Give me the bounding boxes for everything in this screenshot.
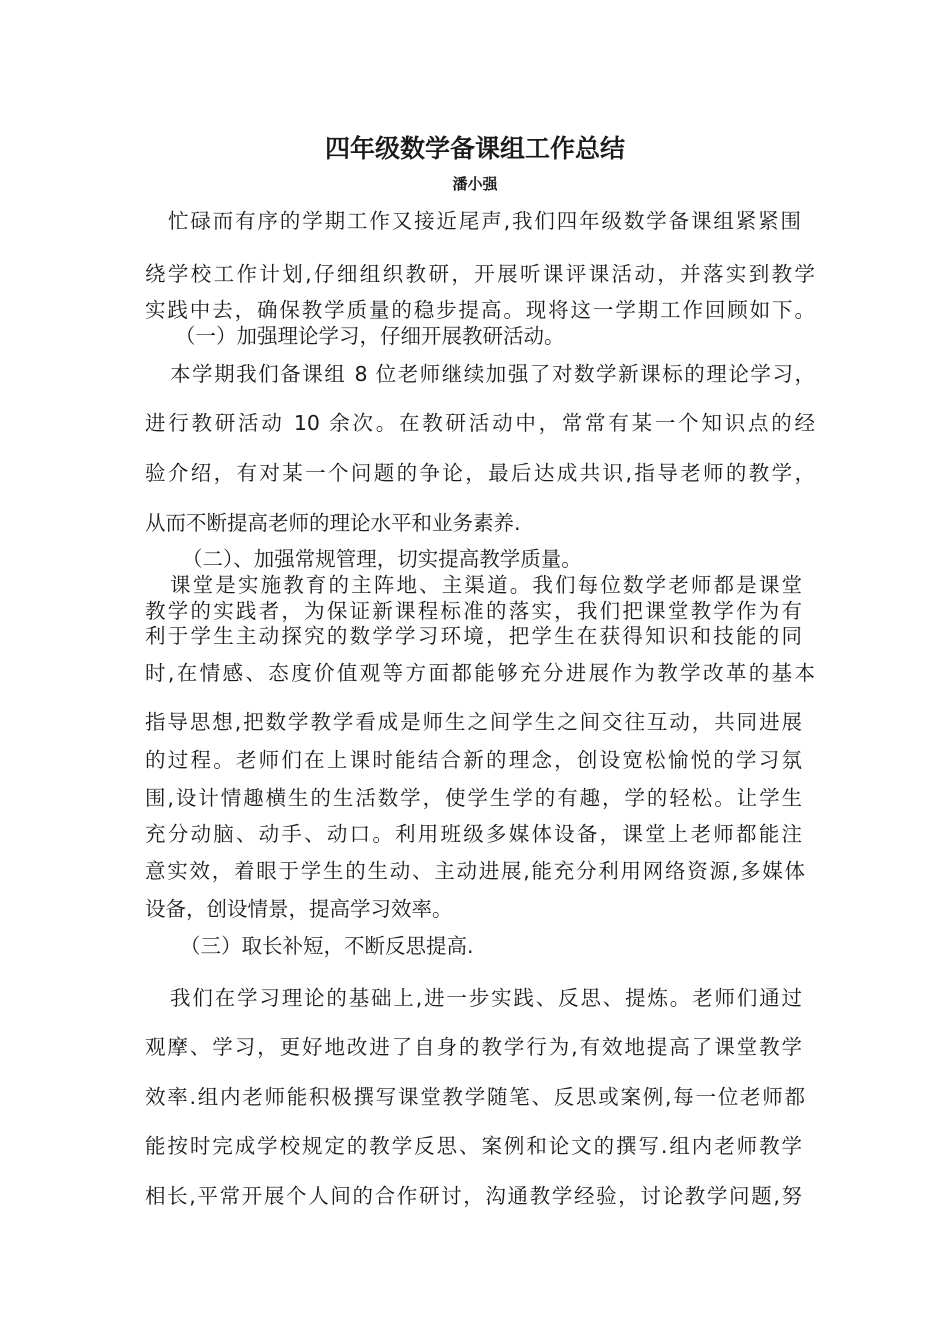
body-line: 从而不断提高老师的理论水平和业务素养. — [145, 511, 521, 535]
body-line: 时,在情感、态度价值观等方面都能够充分进展作为教学改革的基本 — [145, 661, 815, 685]
body-line: 设备，创设情景，提高学习效率。 — [145, 897, 453, 921]
body-line: 绕学校工作计划,仔细组织教研，开展听课评课活动，并落实到教学 — [145, 262, 815, 286]
section-heading-1: （一）加强理论学习，仔细开展教研活动。 — [175, 324, 565, 348]
body-line: 充分动脑、动手、动口。利用班级多媒体设备，课堂上老师都能注 — [145, 822, 802, 846]
document-title: 四年级数学备课组工作总结 — [324, 134, 625, 163]
body-line: 验介绍，有对某一个问题的争论，最后达成共识,指导老师的教学， — [145, 461, 815, 485]
body-line: 课堂是实施教育的主阵地、主渠道。我们每位数学老师都是课堂 — [170, 573, 802, 597]
body-line: 进行教研活动 10 余次。在教研活动中，常常有某一个知识点的经 — [145, 411, 815, 435]
body-line: 我们在学习理论的基础上,进一步实践、反思、提炼。老师们通过 — [170, 986, 802, 1010]
body-line: 围,设计情趣横生的生活数学，使学生学的有趣，学的轻松。让学生 — [145, 786, 802, 810]
body-line: 的过程。老师们在上课时能结合新的理念，创设宽松愉悦的学习氛 — [145, 748, 802, 772]
body-line: 效率.组内老师能积极撰写课堂教学随笔、反思或案例,每一位老师都 — [145, 1085, 805, 1109]
body-line: 指导思想,把数学教学看成是师生之间学生之间交往互动，共同进展 — [145, 710, 802, 734]
body-line: 教学的实践者，为保证新课程标准的落实，我们把课堂教学作为有 — [145, 599, 802, 623]
body-line: 实践中去，确保教学质量的稳步提高。现将这一学期工作回顾如下。 — [145, 298, 815, 322]
body-line: 忙碌而有序的学期工作又接近尾声,我们四年级数学备课组紧紧围 — [168, 209, 801, 233]
body-line: 观摩、学习，更好地改进了自身的教学行为,有效地提高了课堂教学 — [145, 1035, 802, 1059]
document-author: 潘小强 — [452, 175, 498, 193]
section-heading-2: （二）、加强常规管理，切实提高教学质量。 — [182, 547, 582, 571]
body-line: 能按时完成学校规定的教学反思、案例和论文的撰写.组内老师教学 — [145, 1134, 802, 1158]
body-line: 相长,平常开展个人间的合作研讨，沟通教学经验，讨论教学问题,努 — [145, 1184, 802, 1208]
body-line: 利于学生主动探究的数学学习环境，把学生在获得知识和技能的同 — [145, 624, 802, 648]
section-heading-3: （三）取长补短，不断反思提高. — [180, 934, 474, 958]
body-line: 意实效，着眼于学生的生动、主动进展,能充分利用网络资源,多媒体 — [145, 859, 805, 883]
body-line: 本学期我们备课组 8 位老师继续加强了对数学新课标的理论学习， — [170, 362, 815, 386]
